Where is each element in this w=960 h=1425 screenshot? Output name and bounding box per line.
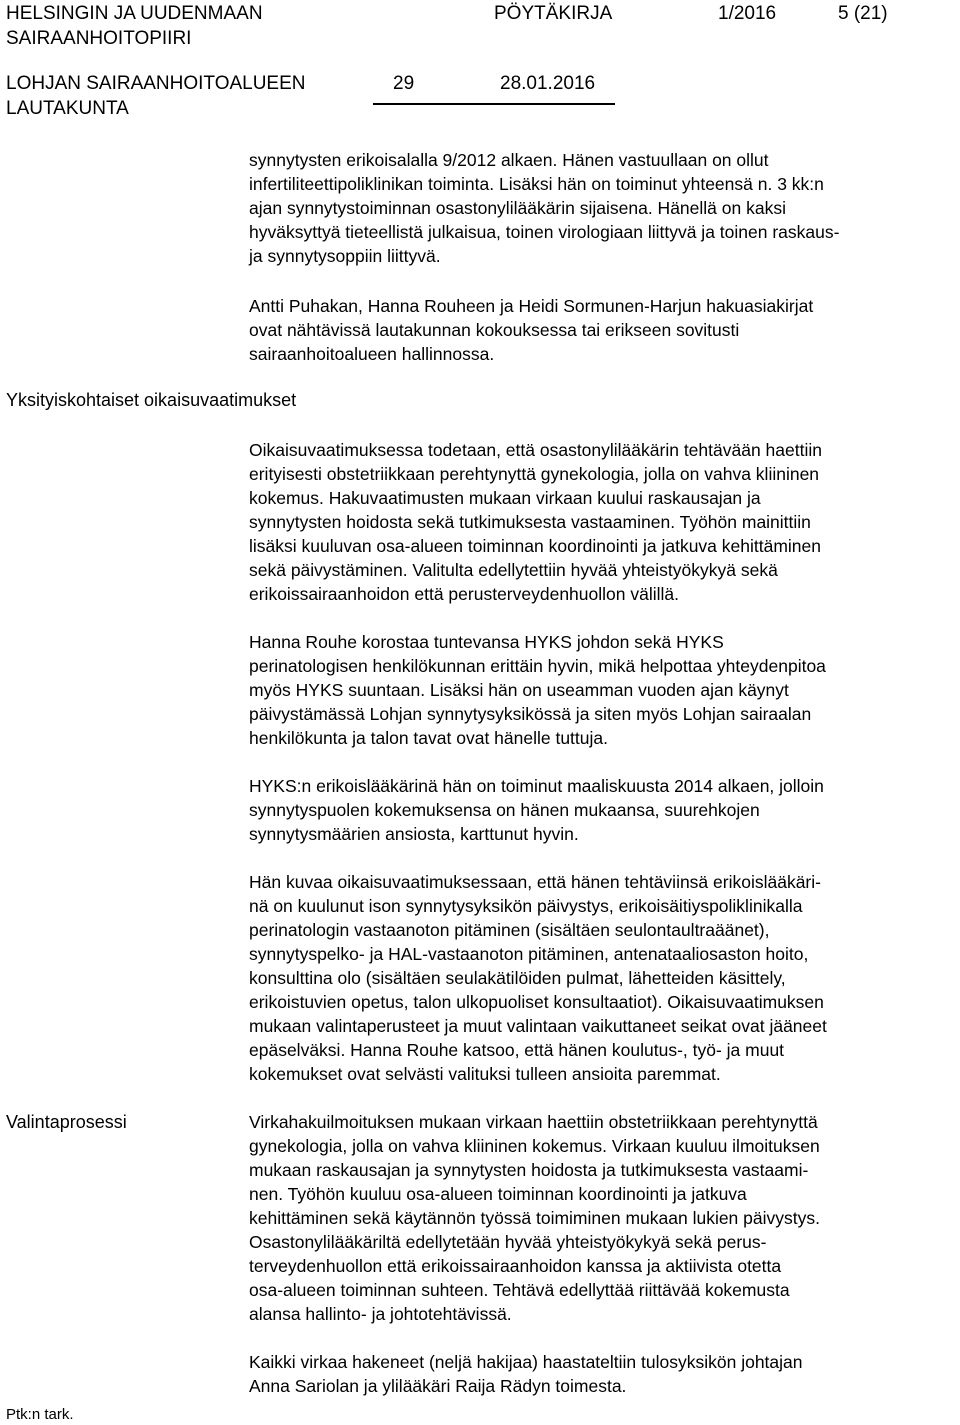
organization-line-1: HELSINGIN JA UUDENMAAN xyxy=(6,3,263,24)
meeting-date: 28.01.2016 xyxy=(500,73,596,94)
paragraph-application-documents xyxy=(249,294,955,366)
text-line: Anna Sariolan ja ylilääkäri Raija Rädyn toimesta. xyxy=(249,1376,627,1396)
text-line: synnytysten erikoisalalla 9/2012 alkaen. Hänen vastuullaan on ollut xyxy=(249,150,769,170)
text-line: synnytyspelko- ja HAL-vastaanoton pitäminen, antenataaliosaston hoito, xyxy=(249,944,809,964)
paragraph-hyks-experience xyxy=(249,774,955,846)
text-line: perinatologin vastaanoton pitäminen (sisältäen seulontaultraäänet), xyxy=(249,920,770,940)
text-line: Virkahakuilmoituksen mukaan virkaan haettiin obstetriikkaan perehtynyttä xyxy=(249,1112,818,1132)
document-number: 1/2016 xyxy=(718,3,777,24)
text-line: gynekologia, jolla on vahva kliininen kokemus. Virkaan kuuluu ilmoituksen xyxy=(249,1136,820,1156)
text-line: perinatologisen henkilökunnan erittäin hyvin, mikä helpottaa yhteydenpitoa xyxy=(249,656,826,676)
paragraph-job-advertisement xyxy=(249,1110,955,1326)
text-line: infertiliteettipoliklinikan toiminta. Lisäksi hän on toiminut yhteensä n. 3 kk:n xyxy=(249,174,824,194)
text-line: alansa hallinto- ja johtotehtävissä. xyxy=(249,1304,512,1324)
side-label-selection: Valintaprosessi xyxy=(6,1112,127,1132)
text-line: synnytysten hoidosta sekä tutkimuksesta vastaaminen. Työhön mainittiin xyxy=(249,512,811,532)
text-line: kehittäminen sekä käytännön työssä toimiminen mukaan lukien päivystys. xyxy=(249,1208,820,1228)
text-line: terveydenhuollon että erikoissairaanhoidon kanssa ja aktiivista otetta xyxy=(249,1256,782,1276)
text-line: Osastonylilääkäriltä edellytetään hyvää yhteistyökykyä sekä perus- xyxy=(249,1232,767,1252)
text-line: erityisesti obstetriikkaan perehtynyttä gynekologia, jolla on vahva kliininen xyxy=(249,464,820,484)
board-name xyxy=(6,71,306,121)
text-line: mukaan valintaperusteet ja muut valintaan vaikuttaneet seikat ovat jääneet xyxy=(249,1016,827,1036)
text-line: ja synnytysoppiin liittyvä. xyxy=(249,246,441,266)
text-line: sekä päivystäminen. Valitulta edellytettiin hyvää yhteistyökykyä sekä xyxy=(249,560,778,580)
text-line: kokemukset ovat selvästi valituksi tulleen ansioita paremmat. xyxy=(249,1064,721,1084)
organization-line-2: SAIRAANHOITOPIIRI xyxy=(6,28,192,49)
text-line: erikoissairaanhoidon että perusterveydenhuollon välillä. xyxy=(249,584,679,604)
text-line: hyväksyttyä tieteellistä julkaisua, toinen virologiaan liittyvä ja toinen raskaus- xyxy=(249,222,840,242)
board-line-2: LAUTAKUNTA xyxy=(6,98,129,119)
text-line: HYKS:n erikoislääkärinä hän on toiminut maaliskuusta 2014 alkaen, jolloin xyxy=(249,776,824,796)
text-line: ajan synnytystoiminnan osastonylilääkärin sijaisena. Hänellä on kaksi xyxy=(249,198,786,218)
organization-name xyxy=(6,1,263,51)
text-line: mukaan raskausajan ja synnytysten hoidosta ja tutkimuksesta vastaami- xyxy=(249,1160,809,1180)
paragraph-rouhe-familiarity xyxy=(249,630,955,750)
text-line: lisäksi kuuluvan osa-alueen toiminnan koordinointi ja jatkuva kehittäminen xyxy=(249,536,821,556)
text-line: Kaikki virkaa hakeneet (neljä hakijaa) haastateltiin tulosyksikön johtajan xyxy=(249,1352,803,1372)
paragraph-candidate-background xyxy=(249,148,955,268)
text-line: nä on kuulunut ison synnytysyksikön päivystys, erikoisäitiyspoliklinikalla xyxy=(249,896,803,916)
text-line: Hän kuvaa oikaisuvaatimuksessaan, että hänen tehtäviinsä erikoislääkäri- xyxy=(249,872,821,892)
text-line: Antti Puhakan, Hanna Rouheen ja Heidi Sormunen-Harjun hakuasiakirjat xyxy=(249,296,814,316)
text-line: erikoistuvien opetus, talon ulkopuoliset konsultaatiot). Oikaisuvaatimuksen xyxy=(249,992,824,1012)
text-line: nen. Työhön kuuluu osa-alueen toiminnan koordinointi ja jatkuva xyxy=(249,1184,747,1204)
text-line: synnytyspuolen kokemuksensa on hänen mukaansa, suurehkojen xyxy=(249,800,760,820)
document-type: PÖYTÄKIRJA xyxy=(494,3,613,24)
text-line: osa-alueen toiminnan suhteen. Tehtävä edellyttää riittävää kokemusta xyxy=(249,1280,790,1300)
header-underline xyxy=(373,103,615,105)
minutes-checker-label: Ptk:n tark. xyxy=(6,1406,74,1423)
text-line: Hanna Rouhe korostaa tuntevansa HYKS johdon sekä HYKS xyxy=(249,632,724,652)
text-line: epäselväksi. Hanna Rouhe katsoo, että hänen koulutus-, työ- ja muut xyxy=(249,1040,785,1060)
text-line: sairaanhoitoalueen hallinnossa. xyxy=(249,344,495,364)
section-number: 29 xyxy=(393,73,415,94)
text-line: synnytysmäärien ansiosta, karttunut hyvin. xyxy=(249,824,579,844)
text-line: kokemus. Hakuvaatimusten mukaan virkaan kuului raskausajan ja xyxy=(249,488,761,508)
text-line: myös HYKS suuntaan. Lisäksi hän on useamman vuoden ajan käynyt xyxy=(249,680,789,700)
text-line: päivystämässä Lohjan synnytysyksikössä ja siten myös Lohjan sairaalan xyxy=(249,704,812,724)
side-label-complaints: Yksityiskohtaiset oikaisuvaatimukset xyxy=(6,390,297,410)
paragraph-duties-description xyxy=(249,870,955,1086)
paragraph-complaint-statement xyxy=(249,438,955,606)
text-line: konsulttina olo (sisältäen seulakätilöiden pulmat, lähetteiden käsittely, xyxy=(249,968,786,988)
board-line-1: LOHJAN SAIRAANHOITOALUEEN xyxy=(6,73,306,94)
paragraph-interviews xyxy=(249,1350,955,1398)
text-line: Oikaisuvaatimuksessa todetaan, että osastonylilääkärin tehtävään haettiin xyxy=(249,440,822,460)
text-line: ovat nähtävissä lautakunnan kokouksessa tai erikseen sovitusti xyxy=(249,320,740,340)
text-line: henkilökunta ja talon tavat ovat hänelle tuttuja. xyxy=(249,728,608,748)
page-number: 5 (21) xyxy=(838,3,888,24)
